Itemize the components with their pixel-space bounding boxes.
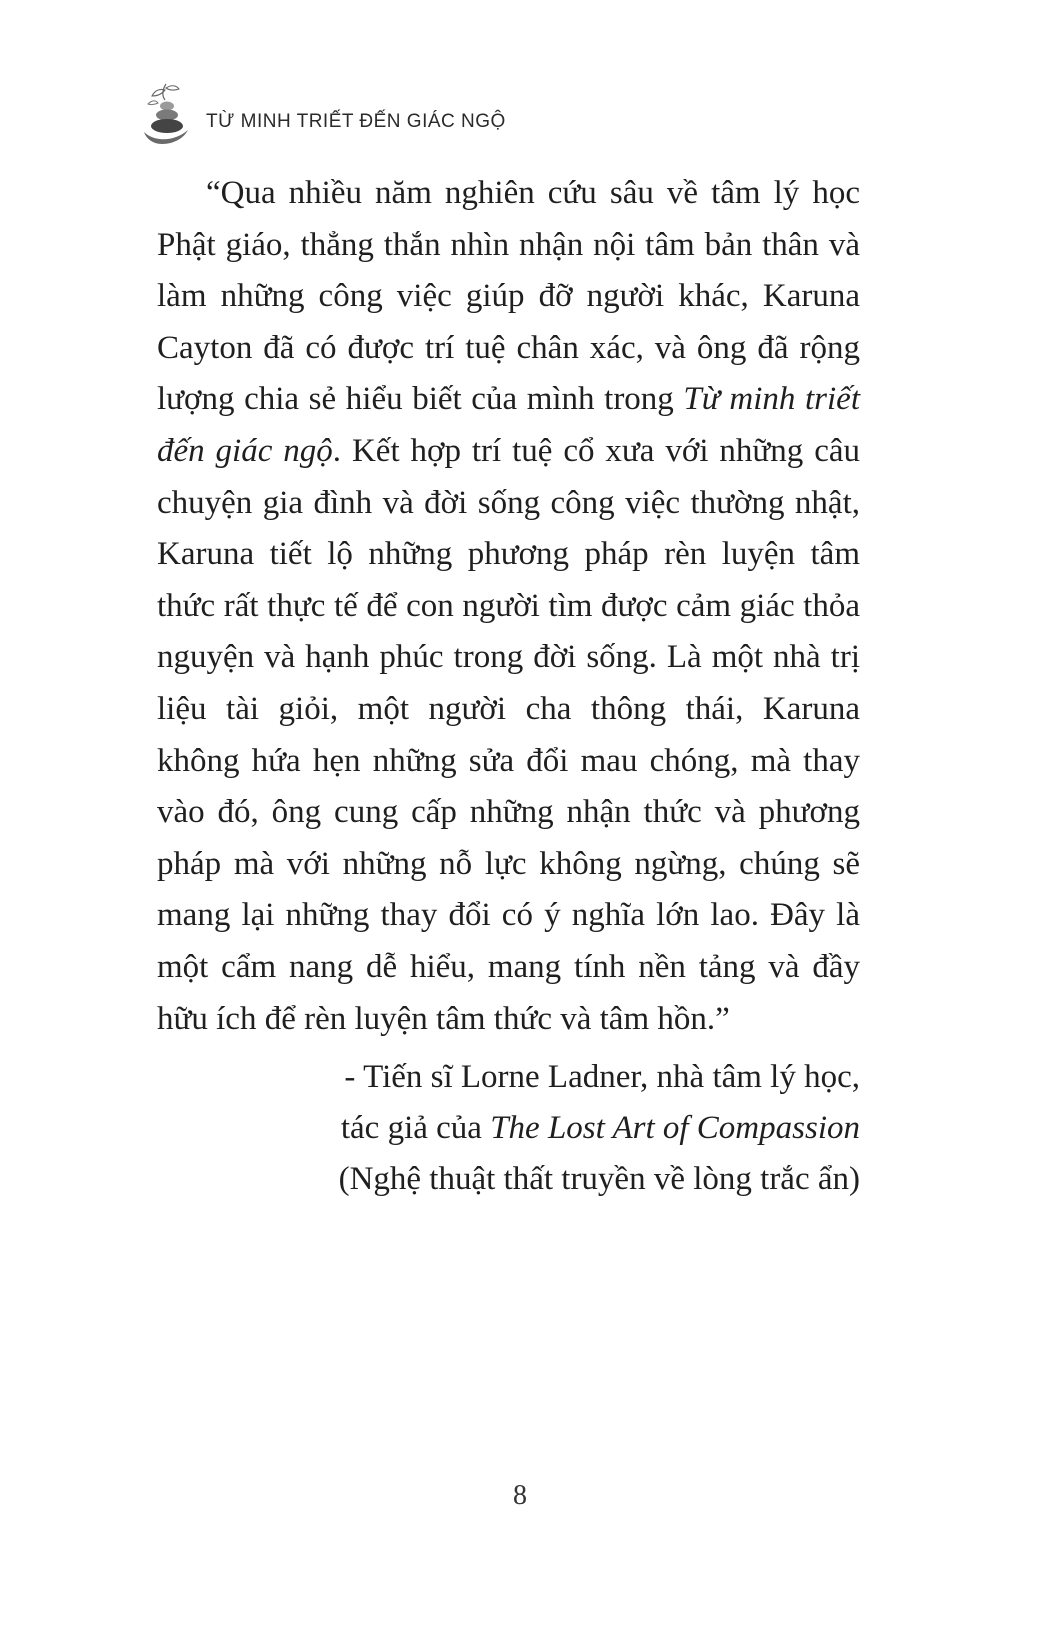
attribution-work-prefix: tác giả của: [340, 1110, 491, 1146]
page-number: 8: [513, 1480, 527, 1511]
attribution-author: - Tiến sĩ Lorne Ladner, nhà tâm lý học,: [344, 1059, 860, 1095]
quote-paragraph: [157, 168, 860, 1045]
quote-text-part2: . Kết hợp trí tuệ cổ xưa với những câu chuyện gia đình và đời sống công việc thường nhật, Karuna tiết lộ những phương pháp rèn luyện tâm thức rất thực tế để con người tìm được cảm giác thỏa nguyện và hạnh phúc trong đời sống. Là một nhà trị liệu tài giỏi, một người cha thông thái, Karuna không hứa hẹn những sửa đổi mau chóng, mà thay vào đó, ông cung cấp những nhận thức và phương pháp mà với những nỗ lực không ngừng, chúng sẽ mang lại những thay đổi có ý nghĩa lớn lao. Đây là một cẩm nang dễ hiểu, mang tính nền tảng và đầy hữu ích để rèn luyện tâm thức và tâm hồn.”: [157, 432, 860, 1037]
attribution-translation: (Nghệ thuật thất truyền về lòng trắc ẩn): [338, 1161, 860, 1197]
stacked-stones-lotus-icon: [140, 78, 192, 148]
quote-text: [157, 168, 860, 1045]
running-head-title: TỪ MINH TRIẾT ĐẾN GIÁC NGỘ: [206, 111, 506, 132]
quote-book-title: Từ minh triết đến giác ngộ: [157, 381, 860, 469]
attribution-work: [339, 1103, 860, 1154]
attribution-work-title: The Lost Art of Compassion: [490, 1110, 860, 1146]
quote-attribution: [339, 1052, 860, 1205]
page-header: [140, 78, 506, 148]
quote-text-part1: “Qua nhiều năm nghiên cứu sâu về tâm lý học Phật giáo, thẳng thắn nhìn nhận nội tâm bản thân và làm những công việc giúp đỡ người khác, Karuna Cayton đã có được trí tuệ chân xác, và ông đã rộng lượng chia sẻ hiểu biết của mình trong: [157, 175, 860, 418]
